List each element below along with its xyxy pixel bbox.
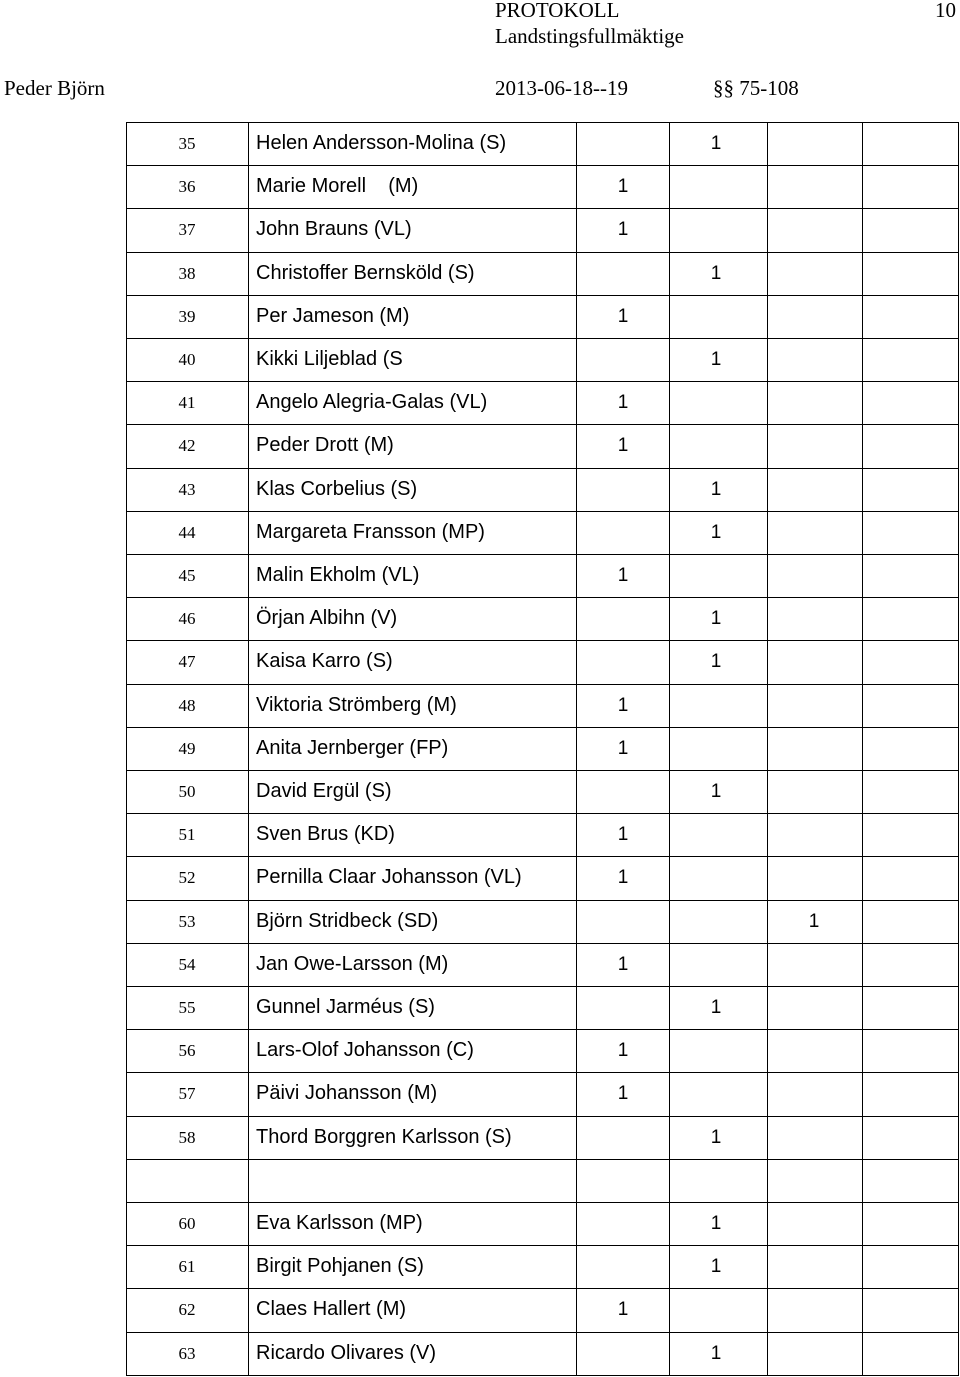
paragraph-range: §§ 75-108 (713, 76, 799, 100)
member-name: Angelo Alegria-Galas (VL) (256, 391, 488, 413)
vote-avstar (790, 338, 838, 381)
vote-avstar (790, 122, 838, 165)
table-row (0, 1288, 960, 1331)
member-name: Birgit Pohjanen (S) (256, 1255, 424, 1277)
vote-ja (599, 122, 647, 165)
vote-avstar: 1 (808, 910, 820, 932)
table-row (0, 468, 960, 511)
document-title: PROTOKOLL (495, 0, 620, 22)
member-name: Thord Borggren Karlsson (S) (256, 1126, 512, 1148)
vote-nej (692, 1288, 740, 1331)
member-number: 57 (178, 1083, 196, 1103)
table-row (0, 640, 960, 683)
member-number: 44 (178, 522, 196, 542)
vote-ja: 1 (617, 866, 629, 888)
member-name: Pernilla Claar Johansson (VL) (256, 866, 522, 888)
vote-ja: 1 (617, 1039, 629, 1061)
vote-nej: 1 (710, 996, 722, 1018)
table-row (0, 856, 960, 899)
meeting-date: 2013-06-18--19 (495, 76, 628, 100)
vote-avstar (790, 208, 838, 251)
secretary-name: Peder Björn (4, 76, 105, 100)
vote-ja (599, 986, 647, 1029)
table-row (0, 1116, 960, 1159)
member-number: 39 (178, 306, 196, 326)
vote-nej (692, 381, 740, 424)
table-row (0, 1029, 960, 1072)
table-row (0, 424, 960, 467)
vote-avstar (790, 165, 838, 208)
vote-nej (692, 943, 740, 986)
table-row (0, 554, 960, 597)
member-number: 42 (178, 435, 196, 455)
vote-nej: 1 (710, 132, 722, 154)
member-name: Örjan Albihn (V) (256, 607, 398, 629)
member-name: Kaisa Karro (S) (256, 650, 393, 672)
member-name: Päivi Johansson (M) (256, 1082, 438, 1104)
vote-ja: 1 (617, 218, 629, 240)
member-number: 49 (178, 738, 196, 758)
vote-nej (692, 856, 740, 899)
vote-ja (599, 640, 647, 683)
table-row (0, 684, 960, 727)
vote-avstar (790, 1029, 838, 1072)
table-row (0, 813, 960, 856)
member-name: Klas Corbelius (S) (256, 478, 418, 500)
table-row (0, 1072, 960, 1115)
vote-ja: 1 (617, 175, 629, 197)
vote-nej (692, 684, 740, 727)
table-horizontal-rule (126, 1375, 959, 1376)
member-name: Christoffer Bernsköld (S) (256, 262, 475, 284)
table-row (0, 597, 960, 640)
table-row (0, 338, 960, 381)
member-number: 47 (178, 651, 196, 671)
vote-nej: 1 (710, 1126, 722, 1148)
vote-avstar (790, 1072, 838, 1115)
member-name: Eva Karlsson (MP) (256, 1212, 423, 1234)
vote-avstar (790, 597, 838, 640)
table-row (0, 1245, 960, 1288)
member-name: Margareta Fransson (MP) (256, 521, 485, 543)
vote-avstar (790, 640, 838, 683)
vote-ja: 1 (617, 823, 629, 845)
member-number: 46 (178, 608, 196, 628)
vote-nej (692, 424, 740, 467)
member-number: 43 (178, 479, 196, 499)
vote-nej (692, 295, 740, 338)
vote-avstar (790, 943, 838, 986)
vote-avstar (790, 856, 838, 899)
member-name: Jan Owe-Larsson (M) (256, 953, 449, 975)
member-name: Claes Hallert (M) (256, 1298, 407, 1320)
vote-avstar (790, 1202, 838, 1245)
member-name: Viktoria Strömberg (M) (256, 694, 457, 716)
vote-nej: 1 (710, 1255, 722, 1277)
vote-nej (692, 1072, 740, 1115)
vote-ja (599, 252, 647, 295)
table-row (0, 770, 960, 813)
member-number: 55 (178, 997, 196, 1017)
vote-avstar (790, 813, 838, 856)
member-number: 52 (178, 867, 196, 887)
table-row (0, 900, 960, 943)
vote-ja (599, 1202, 647, 1245)
table-row (0, 727, 960, 770)
vote-avstar (790, 1332, 838, 1375)
vote-nej: 1 (710, 1212, 722, 1234)
page-number: 10 (935, 0, 956, 22)
vote-ja: 1 (617, 1298, 629, 1320)
vote-ja (599, 597, 647, 640)
vote-nej (692, 900, 740, 943)
member-number: 58 (178, 1127, 196, 1147)
member-name: Malin Ekholm (VL) (256, 564, 420, 586)
vote-nej (692, 208, 740, 251)
member-number: 54 (178, 954, 196, 974)
member-number: 41 (178, 392, 196, 412)
vote-nej: 1 (710, 521, 722, 543)
vote-avstar (790, 770, 838, 813)
member-number: 53 (178, 911, 196, 931)
member-number: 35 (178, 133, 196, 153)
vote-avstar (790, 468, 838, 511)
member-number (126, 1159, 248, 1202)
vote-ja (599, 1245, 647, 1288)
member-name: Björn Stridbeck (SD) (256, 910, 439, 932)
member-number: 38 (178, 263, 196, 283)
vote-avstar (790, 1116, 838, 1159)
table-row (0, 122, 960, 165)
assembly-name: Landstingsfullmäktige (495, 24, 684, 48)
vote-ja: 1 (617, 305, 629, 327)
vote-nej: 1 (710, 262, 722, 284)
vote-ja: 1 (617, 1082, 629, 1104)
vote-avstar (790, 1159, 838, 1202)
member-name: David Ergül (S) (256, 780, 392, 802)
vote-ja: 1 (617, 737, 629, 759)
vote-nej (692, 813, 740, 856)
member-name: Per Jameson (M) (256, 305, 410, 327)
vote-avstar (790, 727, 838, 770)
member-number: 61 (178, 1256, 196, 1276)
member-number: 51 (178, 824, 196, 844)
vote-ja (599, 511, 647, 554)
member-number: 56 (178, 1040, 196, 1060)
vote-avstar (790, 381, 838, 424)
table-row (0, 943, 960, 986)
vote-avstar (790, 986, 838, 1029)
table-row (0, 986, 960, 1029)
vote-ja: 1 (617, 391, 629, 413)
vote-ja (599, 338, 647, 381)
member-number: 36 (178, 176, 196, 196)
table-row (0, 1202, 960, 1245)
vote-nej: 1 (710, 348, 722, 370)
vote-ja (599, 1116, 647, 1159)
member-name: Lars-Olof Johansson (C) (256, 1039, 474, 1061)
member-number: 62 (178, 1299, 196, 1319)
vote-nej: 1 (710, 607, 722, 629)
table-row (0, 511, 960, 554)
member-number: 37 (178, 219, 196, 239)
member-name: Sven Brus (KD) (256, 823, 395, 845)
vote-ja (599, 1332, 647, 1375)
vote-nej (692, 727, 740, 770)
member-name: Ricardo Olivares (V) (256, 1342, 437, 1364)
vote-ja: 1 (617, 434, 629, 456)
vote-ja: 1 (617, 694, 629, 716)
member-number: 48 (178, 695, 196, 715)
vote-ja (599, 770, 647, 813)
member-number: 63 (178, 1343, 196, 1363)
member-name: Helen Andersson-Molina (S) (256, 132, 507, 154)
table-row (0, 1159, 960, 1202)
vote-avstar (790, 424, 838, 467)
member-name: Anita Jernberger (FP) (256, 737, 449, 759)
table-row (0, 1332, 960, 1375)
vote-avstar (790, 295, 838, 338)
member-number: 45 (178, 565, 196, 585)
member-number: 40 (178, 349, 196, 369)
table-row (0, 295, 960, 338)
table-row (0, 165, 960, 208)
vote-avstar (790, 1245, 838, 1288)
vote-nej (692, 1029, 740, 1072)
member-number: 60 (178, 1213, 196, 1233)
vote-avstar (790, 1288, 838, 1331)
vote-ja: 1 (617, 564, 629, 586)
vote-nej: 1 (710, 1342, 722, 1364)
vote-nej (692, 1159, 740, 1202)
table-row (0, 208, 960, 251)
member-name: Marie Morell (M) (256, 175, 419, 197)
vote-nej (692, 165, 740, 208)
vote-nej: 1 (710, 650, 722, 672)
vote-ja (599, 900, 647, 943)
table-row (0, 381, 960, 424)
vote-avstar (790, 684, 838, 727)
vote-avstar (790, 554, 838, 597)
vote-ja: 1 (617, 953, 629, 975)
member-name: Kikki Liljeblad (S (256, 348, 403, 370)
member-name: John Brauns (VL) (256, 218, 412, 240)
member-number: 50 (178, 781, 196, 801)
member-name: Gunnel Jarméus (S) (256, 996, 435, 1018)
vote-avstar (790, 252, 838, 295)
vote-ja (599, 1159, 647, 1202)
vote-nej: 1 (710, 478, 722, 500)
vote-avstar (790, 511, 838, 554)
member-name: Peder Drott (M) (256, 434, 394, 456)
table-row (0, 252, 960, 295)
vote-nej: 1 (710, 780, 722, 802)
vote-nej (692, 554, 740, 597)
vote-ja (599, 468, 647, 511)
